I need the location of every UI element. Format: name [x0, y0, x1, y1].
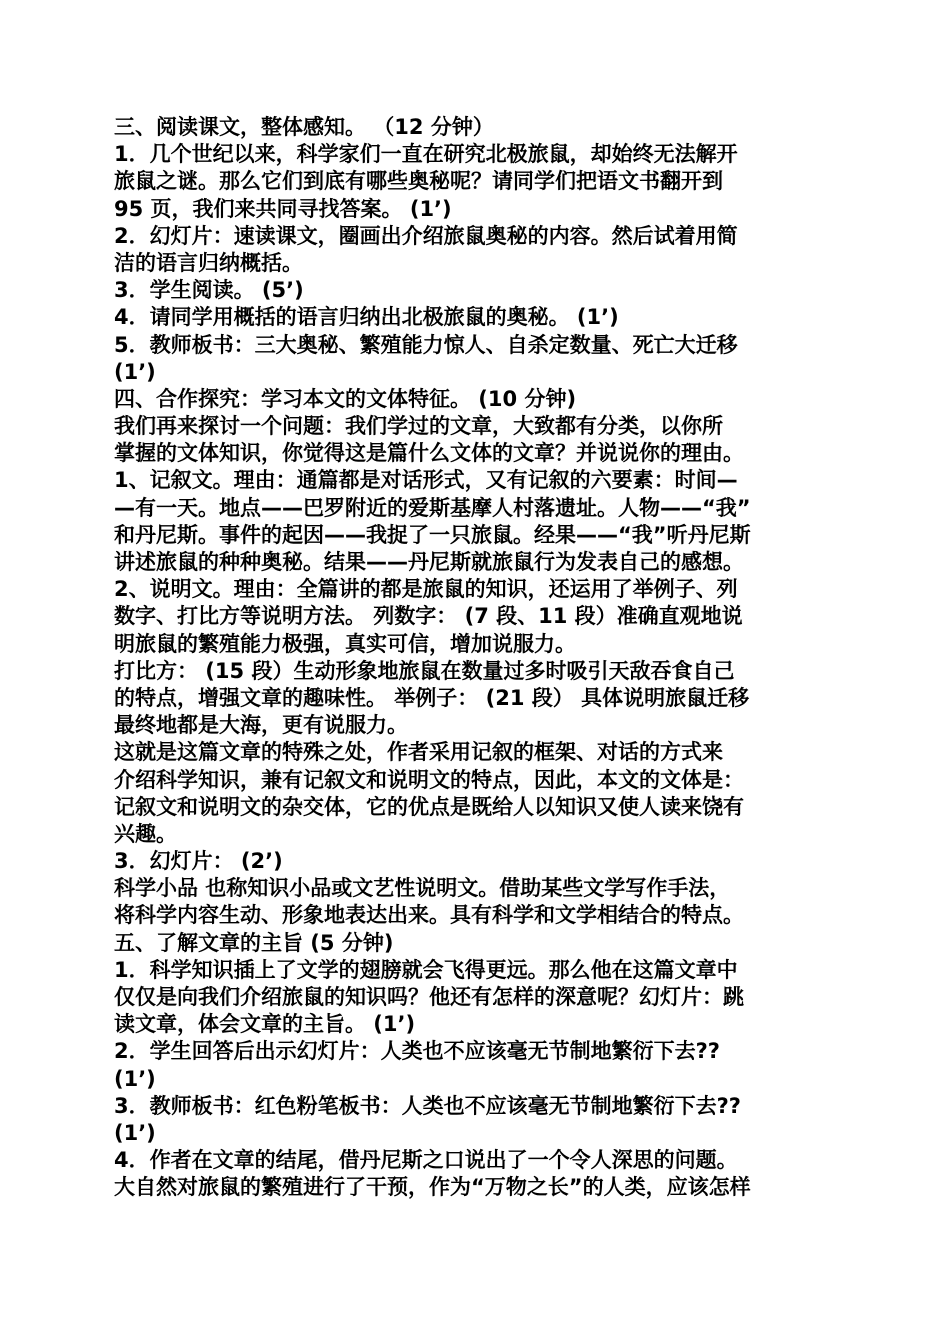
text-line: 5．教师板书：三大奥秘、繁殖能力惊人、自杀定数量、死亡大迁移 — [114, 332, 738, 357]
text-line: 3．幻灯片： (2’) — [114, 849, 283, 874]
text-line: 2．幻灯片：速读课文，圈画出介绍旅鼠奥秘的内容。然后试着用简 — [114, 223, 738, 248]
text-line: 最终地都是大海，更有说服力。 — [114, 713, 408, 738]
text-line: 4．作者在文章的结尾，借丹尼斯之口说出了一个令人深思的问题。 — [114, 1148, 738, 1173]
text-line: 和丹尼斯。事件的起因——我捉了一只旅鼠。经果——“我”听丹尼斯 — [114, 522, 751, 547]
text-line: 洁的语言归纳概括。 — [114, 250, 303, 275]
text-line: 2、说明文。理由：全篇讲的都是旅鼠的知识，还运用了举例子、列 — [114, 577, 738, 602]
document-body — [114, 114, 840, 1202]
text-line: 介绍科学知识，兼有记叙文和说明文的特点，因此，本文的文体是： — [114, 767, 744, 792]
text-line: 2．学生回答后出示幻灯片：人类也不应该毫无节制地繁衍下去?? — [114, 1039, 720, 1064]
text-line: (1’) — [114, 1066, 156, 1091]
text-line: 读文章，体会文章的主旨。 (1’) — [114, 1012, 416, 1037]
text-line: 记叙文和说明文的杂交体，它的优点是既给人以知识又使人读来饶有 — [114, 794, 744, 819]
text-line: 我们再来探讨一个问题：我们学过的文章，大致都有分类，以你所 — [114, 414, 723, 439]
text-line: —有一天。地点——巴罗附近的爱斯基摩人村落遗址。人物——“我” — [114, 495, 751, 520]
text-line: 的特点，增强文章的趣味性。 举例子： (21 段） 具体说明旅鼠迁移 — [114, 685, 750, 710]
text-line: 打比方： (15 段）生动形象地旅鼠在数量过多时吸引天敌吞食自己 — [114, 658, 735, 683]
text-line: 数字、打比方等说明方法。 列数字： (7 段、11 段）准确直观地说 — [114, 604, 743, 629]
text-line: 1．科学知识插上了文学的翅膀就会飞得更远。那么他在这篇文章中 — [114, 957, 738, 982]
text-line: 将科学内容生动、形象地表达出来。具有科学和文学相结合的特点。 — [114, 903, 744, 928]
text-line: 讲述旅鼠的种种奥秘。结果——丹尼斯就旅鼠行为发表自己的感想。 — [114, 550, 744, 574]
text-line: 3．教师板书：红色粉笔板书：人类也不应该毫无节制地繁衍下去?? — [114, 1093, 741, 1118]
text-line: 95 页，我们来共同寻找答案。 (1’) — [114, 196, 452, 221]
text-line: 五、了解文章的主旨 (5 分钟) — [114, 930, 394, 955]
text-line: 1、记叙文。理由：通篇都是对话形式，又有记叙的六要素：时间— — [114, 468, 738, 493]
text-line: 1．几个世纪以来，科学家们一直在研究北极旅鼠，却始终无法解开 — [114, 142, 738, 167]
text-line: (1’) — [114, 1120, 156, 1145]
text-line: 四、合作探究：学习本文的文体特征。 (10 分钟) — [114, 386, 577, 411]
text-line: 3．学生阅读。 (5’) — [114, 278, 304, 303]
text-line: 兴趣。 — [114, 821, 177, 846]
text-line: 仅仅是向我们介绍旅鼠的知识吗？他还有怎样的深意呢？幻灯片：跳 — [114, 985, 744, 1009]
text-line: (1’) — [114, 359, 156, 384]
text-line: 科学小品 也称知识小品或文艺性说明文。借助某些文学写作手法， — [114, 876, 731, 901]
text-line: 三、阅读课文，整体感知。 （12 分钟） — [114, 115, 494, 139]
text-line: 掌握的文体知识，你觉得这是篇什么文体的文章？并说说你的理由。 — [114, 441, 744, 466]
text-line: 4．请同学用概括的语言归纳出北极旅鼠的奥秘。 (1’) — [114, 305, 619, 330]
text-line: 大自然对旅鼠的繁殖进行了干预，作为“万物之长”的人类，应该怎样 — [114, 1175, 751, 1200]
text-line: 这就是这篇文章的特殊之处，作者采用记叙的框架、对话的方式来 — [114, 740, 723, 765]
text-line: 旅鼠之谜。那么它们到底有哪些奥秘呢？请同学们把语文书翻开到 — [114, 169, 723, 194]
text-line: 明旅鼠的繁殖能力极强，真实可信，增加说服力。 — [114, 631, 576, 656]
